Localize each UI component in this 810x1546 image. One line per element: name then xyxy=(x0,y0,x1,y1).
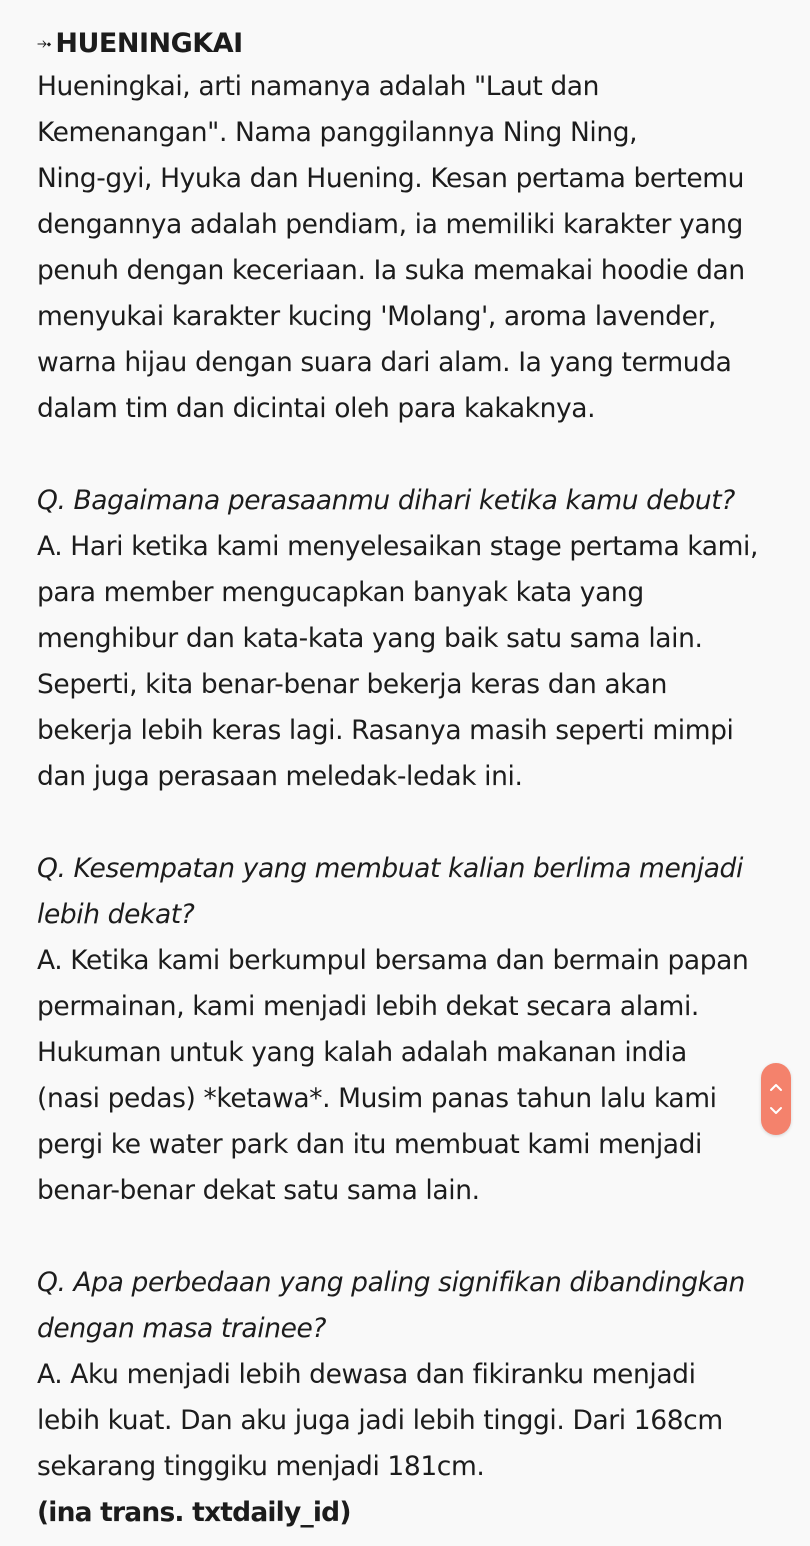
text-line: penuh dengan keceriaan. Ia suka memakai hoodie dan xyxy=(37,255,745,286)
answer-line: A. Hari ketika kami menyelesaikan stage pertama kami, xyxy=(37,531,759,562)
text-line: menyukai karakter kucing 'Molang', aroma lavender, xyxy=(37,301,716,332)
intro-paragraph xyxy=(37,64,777,432)
translation-credit: (ina trans. txtdaily_id) xyxy=(37,1497,351,1528)
answer-line: (nasi pedas) *ketawa*. Musim panas tahun lalu kami xyxy=(37,1083,717,1114)
answer-line: lebih kuat. Dan aku juga jadi lebih tinggi. Dari 168cm xyxy=(37,1405,723,1436)
chevron-up-icon[interactable] xyxy=(769,1082,783,1092)
section-heading xyxy=(37,22,777,64)
page-scroll-button[interactable] xyxy=(761,1063,791,1135)
qa-block-1 xyxy=(37,478,777,800)
answer-line: A. Aku menjadi lebih dewasa dan fikiranku menjadi xyxy=(37,1359,696,1390)
question-line: Q. Kesempatan yang membuat kalian berlima menjadi xyxy=(37,853,743,884)
text-line: Ning-gyi, Hyuka dan Huening. Kesan pertama bertemu xyxy=(37,163,745,194)
text-line: dengannya adalah pendiam, ia memiliki karakter yang xyxy=(37,209,743,240)
qa-block-3 xyxy=(37,1260,777,1490)
paragraph-gap xyxy=(37,432,777,478)
question-line: Q. Apa perbedaan yang paling signifikan dibandingkan xyxy=(37,1267,745,1298)
question-line: lebih dekat? xyxy=(37,899,195,930)
article-content xyxy=(37,22,777,1536)
paragraph-gap xyxy=(37,800,777,846)
arrow-icon: ⤞ xyxy=(37,32,50,54)
text-line: warna hijau dengan suara dari alam. Ia yang termuda xyxy=(37,347,732,378)
answer-line: para member mengucapkan banyak kata yang xyxy=(37,577,644,608)
answer-line: benar-benar dekat satu sama lain. xyxy=(37,1175,480,1206)
paragraph-gap xyxy=(37,1214,777,1260)
qa-block-2 xyxy=(37,846,777,1214)
chevron-down-icon[interactable] xyxy=(769,1106,783,1116)
answer-line: sekarang tinggiku menjadi 181cm. xyxy=(37,1451,485,1482)
answer-line: pergi ke water park dan itu membuat kami menjadi xyxy=(37,1129,703,1160)
question-line: dengan masa trainee? xyxy=(37,1313,327,1344)
heading-title: HUENINGKAI xyxy=(55,27,243,59)
answer-line: menghibur dan kata-kata yang baik satu sama lain. xyxy=(37,623,703,654)
answer-line: dan juga perasaan meledak-ledak ini. xyxy=(37,761,523,792)
question-line: Q. Bagaimana perasaanmu dihari ketika kamu debut? xyxy=(37,485,735,516)
answer-line: bekerja lebih keras lagi. Rasanya masih seperti mimpi xyxy=(37,715,734,746)
text-line: dalam tim dan dicintai oleh para kakaknya. xyxy=(37,393,596,424)
answer-line: Seperti, kita benar-benar bekerja keras dan akan xyxy=(37,669,667,700)
text-line: Kemenangan". Nama panggilannya Ning Ning, xyxy=(37,117,638,148)
answer-line: A. Ketika kami berkumpul bersama dan bermain papan xyxy=(37,945,749,976)
answer-line: Hukuman untuk yang kalah adalah makanan india xyxy=(37,1037,687,1068)
answer-line: permainan, kami menjadi lebih dekat secara alami. xyxy=(37,991,699,1022)
text-line: Hueningkai, arti namanya adalah "Laut dan xyxy=(37,71,600,102)
